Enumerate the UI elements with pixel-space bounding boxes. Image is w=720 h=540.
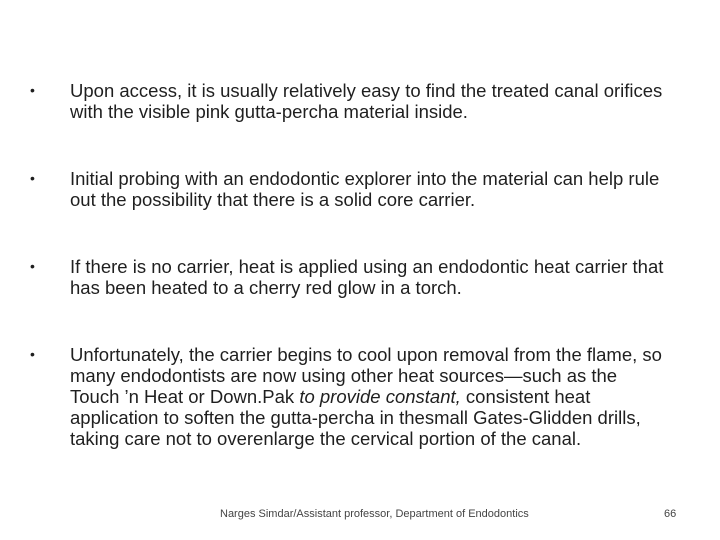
page-number: 66 [664,508,677,520]
bullet-text: Initial probing with an endodontic explorer into the material can help rule out the possibility that there is a solid core carrier. [70,168,660,210]
footer-author: Narges Simdar/Assistant professor, Department of Endodontics [220,508,529,520]
bullet-text-part: consistent heat application to soften the gutta-percha in thesmall Gates-Glidden drills, taking care not to overenlarge the cervical portion of the canal. [70,386,641,449]
bullet-marker-icon: • [30,170,35,186]
bullet-text-part: Unfortunately, the carrier begins to cool upon removal from the flame, so many endodontists are now using other heat sources—such as the Touch ’n Heat or Down.Pak [70,344,662,407]
bullet-item [30,168,670,210]
bullet-marker-icon: • [30,82,35,98]
bullet-marker-icon: • [30,346,35,362]
bullet-text: Upon access, it is usually relatively easy to find the treated canal orifices with the visible pink gutta-percha material inside. [70,80,663,122]
bullet-text [70,344,670,449]
bullet-item [30,344,670,449]
bullet-item [30,256,670,298]
bullet-text: If there is no carrier, heat is applied using an endodontic heat carrier that has been heated to a cherry red glow in a torch. [70,256,664,298]
bullet-list [30,80,670,449]
bullet-text-italic: to provide constant, [299,386,461,407]
bullet-item [30,80,670,122]
bullet-marker-icon: • [30,258,35,274]
